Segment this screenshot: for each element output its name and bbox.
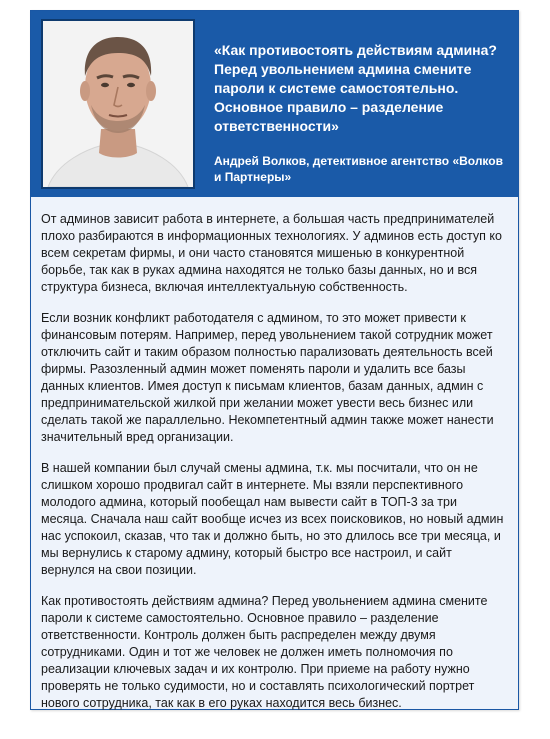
quote-card: [30, 10, 519, 710]
article-paragraph: От админов зависит работа в интернете, а большая часть предпринимателей плохо разбираются в информационных технологиях. У админов есть доступ ко всем секретам фирмы, и они часто становятся мишенью в конкурентной борьбе, так как в руках админа находятся не только базы данных, но и вся структура бизнеса, включая интеллектуальную собственность.: [41, 212, 502, 294]
quote-text: «Как противостоять действиям админа? Перед увольнением админа смените пароли к системе самостоятельно. Основное правило – разделение ответственности»: [214, 42, 497, 134]
author-photo: [41, 19, 195, 189]
quote-header: [31, 11, 518, 198]
quote-author: Андрей Волков, детективное агентство «Волков и Партнеры»: [214, 154, 503, 184]
article-paragraph: Как противостоять действиям админа? Перед увольнением админа смените пароли к системе самостоятельно. Основное правило – разделение ответственности. Контроль должен быть распределен между двумя сотрудниками. Один и тот же человек не должен иметь полномочия по реализации ключевых задач и их контролю. При приеме на работу нужно проверять не только судимости, но и составлять психологический портрет нового сотрудника, так как в его руках находится весь бизнес.: [41, 594, 488, 710]
article-paragraph: Если возник конфликт работодателя с админом, то это может привести к финансовым потерям. Например, перед увольнением такой сотрудник может отключить сайт и таким образом полностью парализовать деятельность всей фирмы. Разозленный админ может поменять пароли и удалить все базы данных клиентов. Имея доступ к письмам клиентов, базам данных, админ с предпринимательской жилкой при желании может увести весь бизнес или сделать такой же параллельно. Некомпетентный админ также может нанести значительный вред организации.: [41, 311, 494, 444]
article-paragraph: В нашей компании был случай смены админа, т.к. мы посчитали, что он не слишком хорошо продвигал сайт в интернете. Мы взяли перспективного молодого админа, который пообещал нам вывести сайт в ТОП-3 за три месяца. Сначала наш сайт вообще исчез из всех поисковиков, но новый админ нас успокоил, сказав, что так и должно быть, но это длилось все три месяца, и мы вернулись к старому админу, который быстро все настроил, и сайт вернулся на свои позиции.: [41, 461, 504, 577]
portrait-photo-icon: [43, 21, 193, 187]
article-body: [31, 197, 518, 709]
